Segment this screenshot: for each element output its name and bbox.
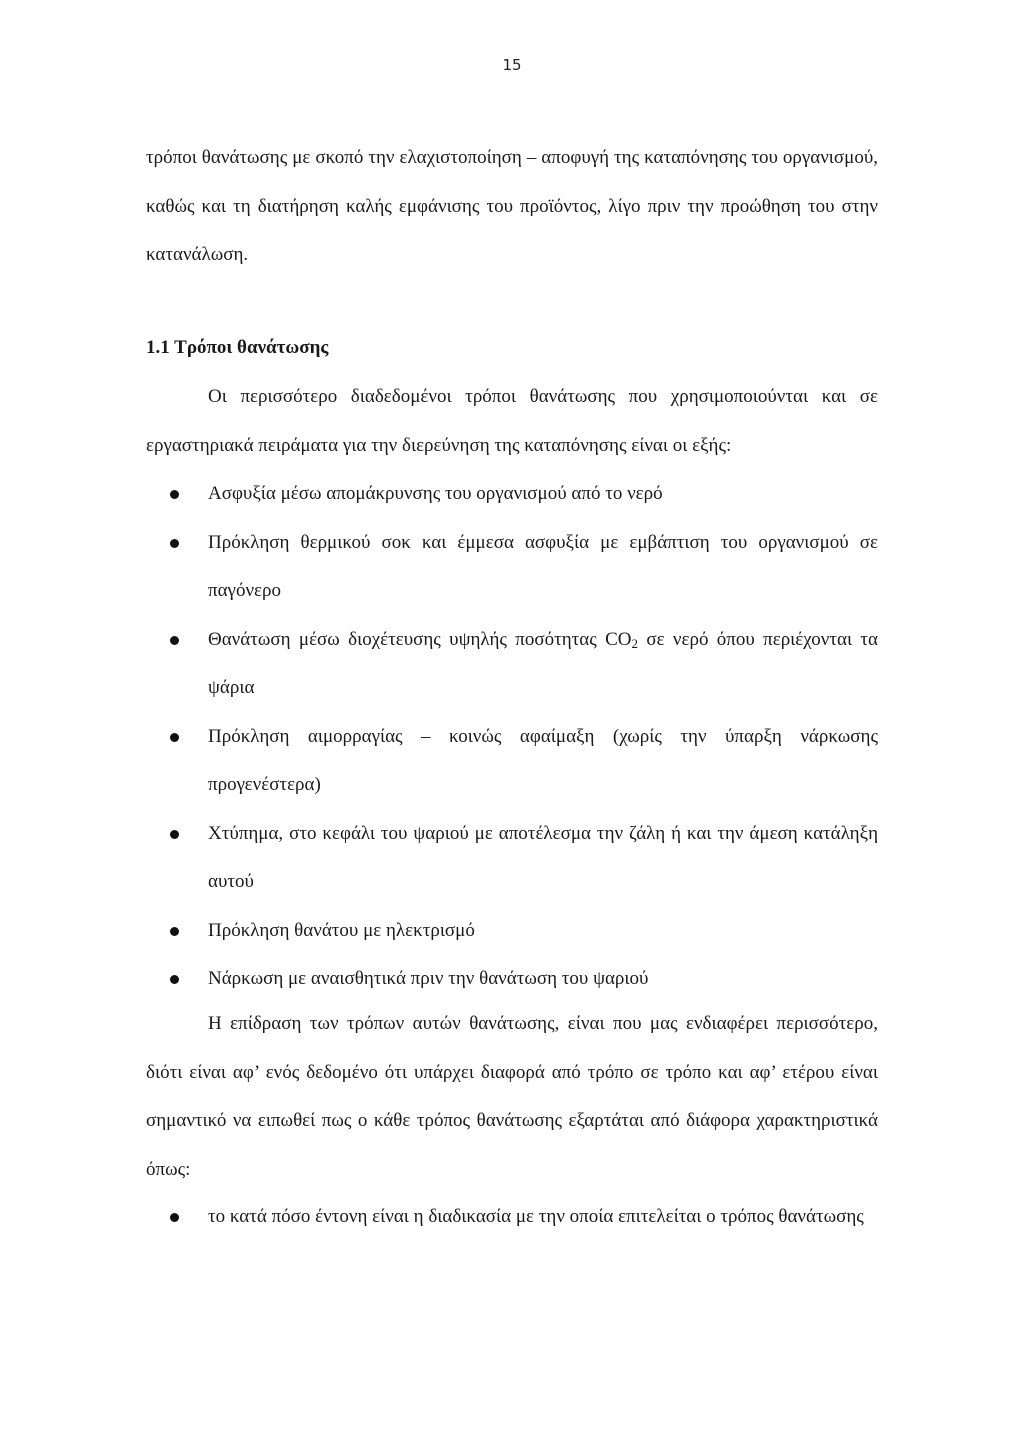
lead-paragraph: Οι περισσότερο διαδεδομένοι τρόποι θανάτωσης που χρησιμοποιούνται και σε εργαστηριακά πειράματα για την διερεύνηση της καταπόνησης είναι οι εξής: bbox=[146, 386, 878, 456]
bullet-icon bbox=[170, 927, 179, 936]
list-item bbox=[146, 955, 878, 1004]
bullet-icon bbox=[170, 733, 179, 742]
list-item-text: Ασφυξία μέσω απομάκρυνσης του οργανισμού από το νερό bbox=[208, 483, 663, 504]
co2-subscript: 2 bbox=[631, 635, 638, 651]
methods-list bbox=[146, 470, 878, 1004]
list-item bbox=[146, 470, 878, 519]
bullet-icon bbox=[170, 1213, 179, 1222]
co2-suffix: σε νερό όπου περιέχονται τα ψάρια bbox=[208, 628, 879, 698]
list-item-text: Πρόκληση θερμικού σοκ και έμμεσα ασφυξία με εμβάπτιση του οργανισμού σε παγόνερο bbox=[208, 531, 878, 601]
list-item bbox=[146, 519, 878, 616]
characteristics-list bbox=[146, 1193, 878, 1242]
bullet-icon bbox=[170, 975, 179, 984]
list-item-text bbox=[208, 629, 878, 699]
bullet-icon bbox=[170, 830, 179, 839]
list-item bbox=[146, 1193, 878, 1242]
bullet-icon bbox=[170, 490, 179, 499]
list-item-text: Πρόκληση αιμορραγίας – κοινώς αφαίμαξη (χωρίς την ύπαρξη νάρκωσης προγενέστερα) bbox=[208, 725, 878, 795]
bullet-icon bbox=[170, 539, 179, 548]
co2-text: Θανάτωση μέσω διοχέτευσης υψηλής ποσότητας CO bbox=[208, 628, 632, 650]
list-item bbox=[146, 907, 878, 956]
intro-paragraph: τρόποι θανάτωσης με σκοπό την ελαχιστοποίηση – αποφυγή της καταπόνησης του οργανισμού, καθώς και τη διατήρηση καλής εμφάνισης του προϊόντος, λίγο πριν την προώθηση του στην κατανάλωση. bbox=[146, 147, 878, 265]
list-item bbox=[146, 713, 878, 810]
list-item-text: Χτύπημα, στο κεφάλι του ψαριού με αποτέλεσμα την ζάλη ή και την άμεση κατάληξη αυτού bbox=[208, 822, 878, 892]
bullet-icon bbox=[170, 636, 179, 645]
list-item-text: Νάρκωση με αναισθητικά πριν την θανάτωση του ψαριού bbox=[208, 968, 649, 989]
list-item bbox=[146, 810, 878, 907]
list-item-text: το κατά πόσο έντονη είναι η διαδικασία με την οποία επιτελείται ο τρόπος θανάτωσης bbox=[208, 1206, 864, 1227]
effect-paragraph: Η επίδραση των τρόπων αυτών θανάτωσης, είναι που μας ενδιαφέρει περισσότερο, διότι είναι αφ’ ενός δεδομένο ότι υπάρχει διαφορά από τρόπο σε τρόπο και αφ’ ετέρου είναι σημαντικό να ειπωθεί πως ο κάθε τρόπος θανάτωσης εξαρτάται από διάφορα χαρακτηριστικά όπως: bbox=[146, 1013, 878, 1180]
list-item-text: Πρόκληση θανάτου με ηλεκτρισμό bbox=[208, 919, 475, 941]
section-heading: 1.1 Τρόποι θανάτωσης bbox=[146, 337, 329, 358]
page-number: 15 bbox=[502, 56, 522, 74]
list-item bbox=[146, 616, 878, 713]
